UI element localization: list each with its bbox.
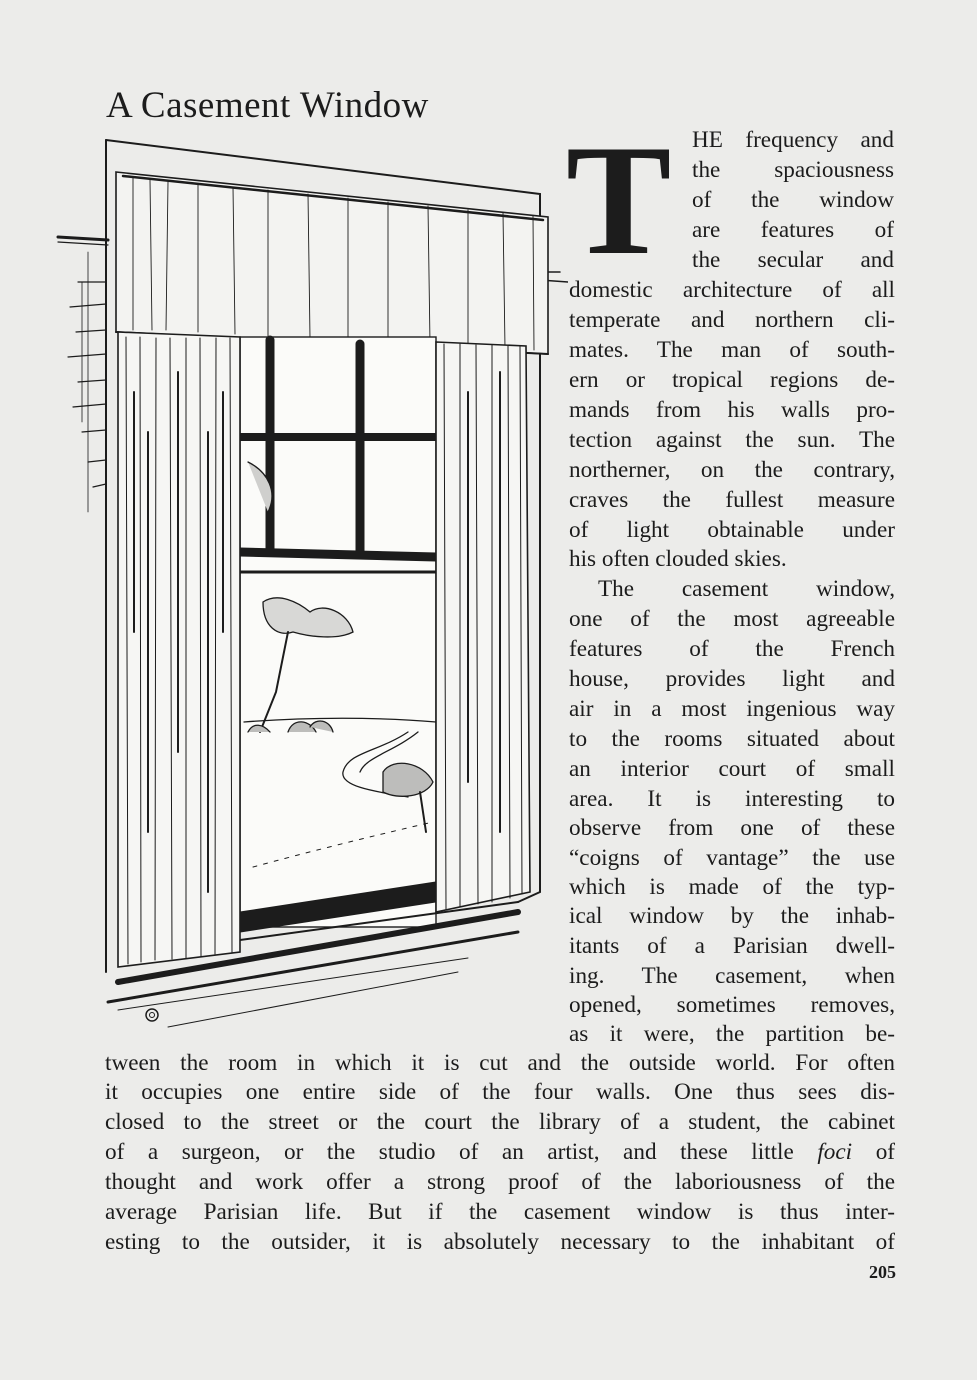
text-line: which is made of the typ- — [569, 874, 895, 900]
text-line: to the rooms situated about — [569, 726, 895, 752]
text-line: the secular and — [692, 247, 894, 273]
text-line: closed to the street or the court the library of a student, the cabinet — [105, 1109, 895, 1135]
text-line: “coigns of vantage” the use — [569, 845, 895, 871]
text-line-with-italic — [105, 1137, 895, 1167]
text-line: ern or tropical regions de- — [569, 367, 895, 393]
text-line: itants of a Parisian dwell- — [569, 933, 895, 959]
text-line: as it were, the partition be- — [569, 1021, 895, 1047]
text-line: area. It is interesting to — [569, 786, 895, 812]
text-line: of light obtainable under — [569, 517, 895, 543]
text-line: temperate and northern cli- — [569, 307, 895, 333]
text-line: one of the most agreeable — [569, 606, 895, 632]
drop-cap: T — [566, 113, 672, 288]
text-line: esting to the outsider, it is absolutely necessary to the inhabitant of — [105, 1229, 895, 1255]
text-line: an interior court of small — [569, 756, 895, 782]
text-line: thought and work offer a strong proof of the laboriousness of the — [105, 1169, 895, 1195]
text-line: ing. The casement, when — [569, 963, 895, 989]
text-line: ical window by the inhab- — [569, 903, 895, 929]
text-line: mands from his walls pro- — [569, 397, 895, 423]
text-line: air in a most ingenious way — [569, 696, 895, 722]
text-line: features of the French — [569, 636, 895, 662]
text-line: craves the fullest measure — [569, 487, 895, 513]
text-line: The casement window, — [598, 576, 895, 602]
text-line: house, provides light and — [569, 666, 895, 692]
text-line: opened, sometimes removes, — [569, 992, 895, 1018]
text-line: average Parisian life. But if the casement window is thus inter- — [105, 1199, 895, 1225]
text-line: it occupies one entire side of the four walls. One thus sees dis- — [105, 1079, 895, 1105]
text-line: HE frequency and — [692, 127, 894, 153]
italic-word-foci: foci — [817, 1139, 853, 1165]
text-line: his often clouded skies. — [569, 546, 787, 572]
text-line: are features of — [692, 217, 894, 243]
casement-window-illustration — [48, 132, 568, 1037]
page-title: A Casement Window — [106, 85, 429, 126]
text-run: of a surgeon, or the studio of an artist, and these little — [105, 1139, 794, 1165]
text-line: of the window — [692, 187, 894, 213]
text-run: of — [875, 1139, 896, 1165]
page-number: 205 — [869, 1262, 896, 1282]
text-line: observe from one of these — [569, 815, 895, 841]
text-line: domestic architecture of all — [569, 277, 895, 303]
text-line: the spaciousness — [692, 157, 894, 183]
text-line: tection against the sun. The — [569, 427, 895, 453]
text-line: tween the room in which it is cut and the outside world. For often — [105, 1050, 895, 1076]
text-line: northerner, on the contrary, — [569, 457, 895, 483]
text-line: mates. The man of south- — [569, 337, 895, 363]
